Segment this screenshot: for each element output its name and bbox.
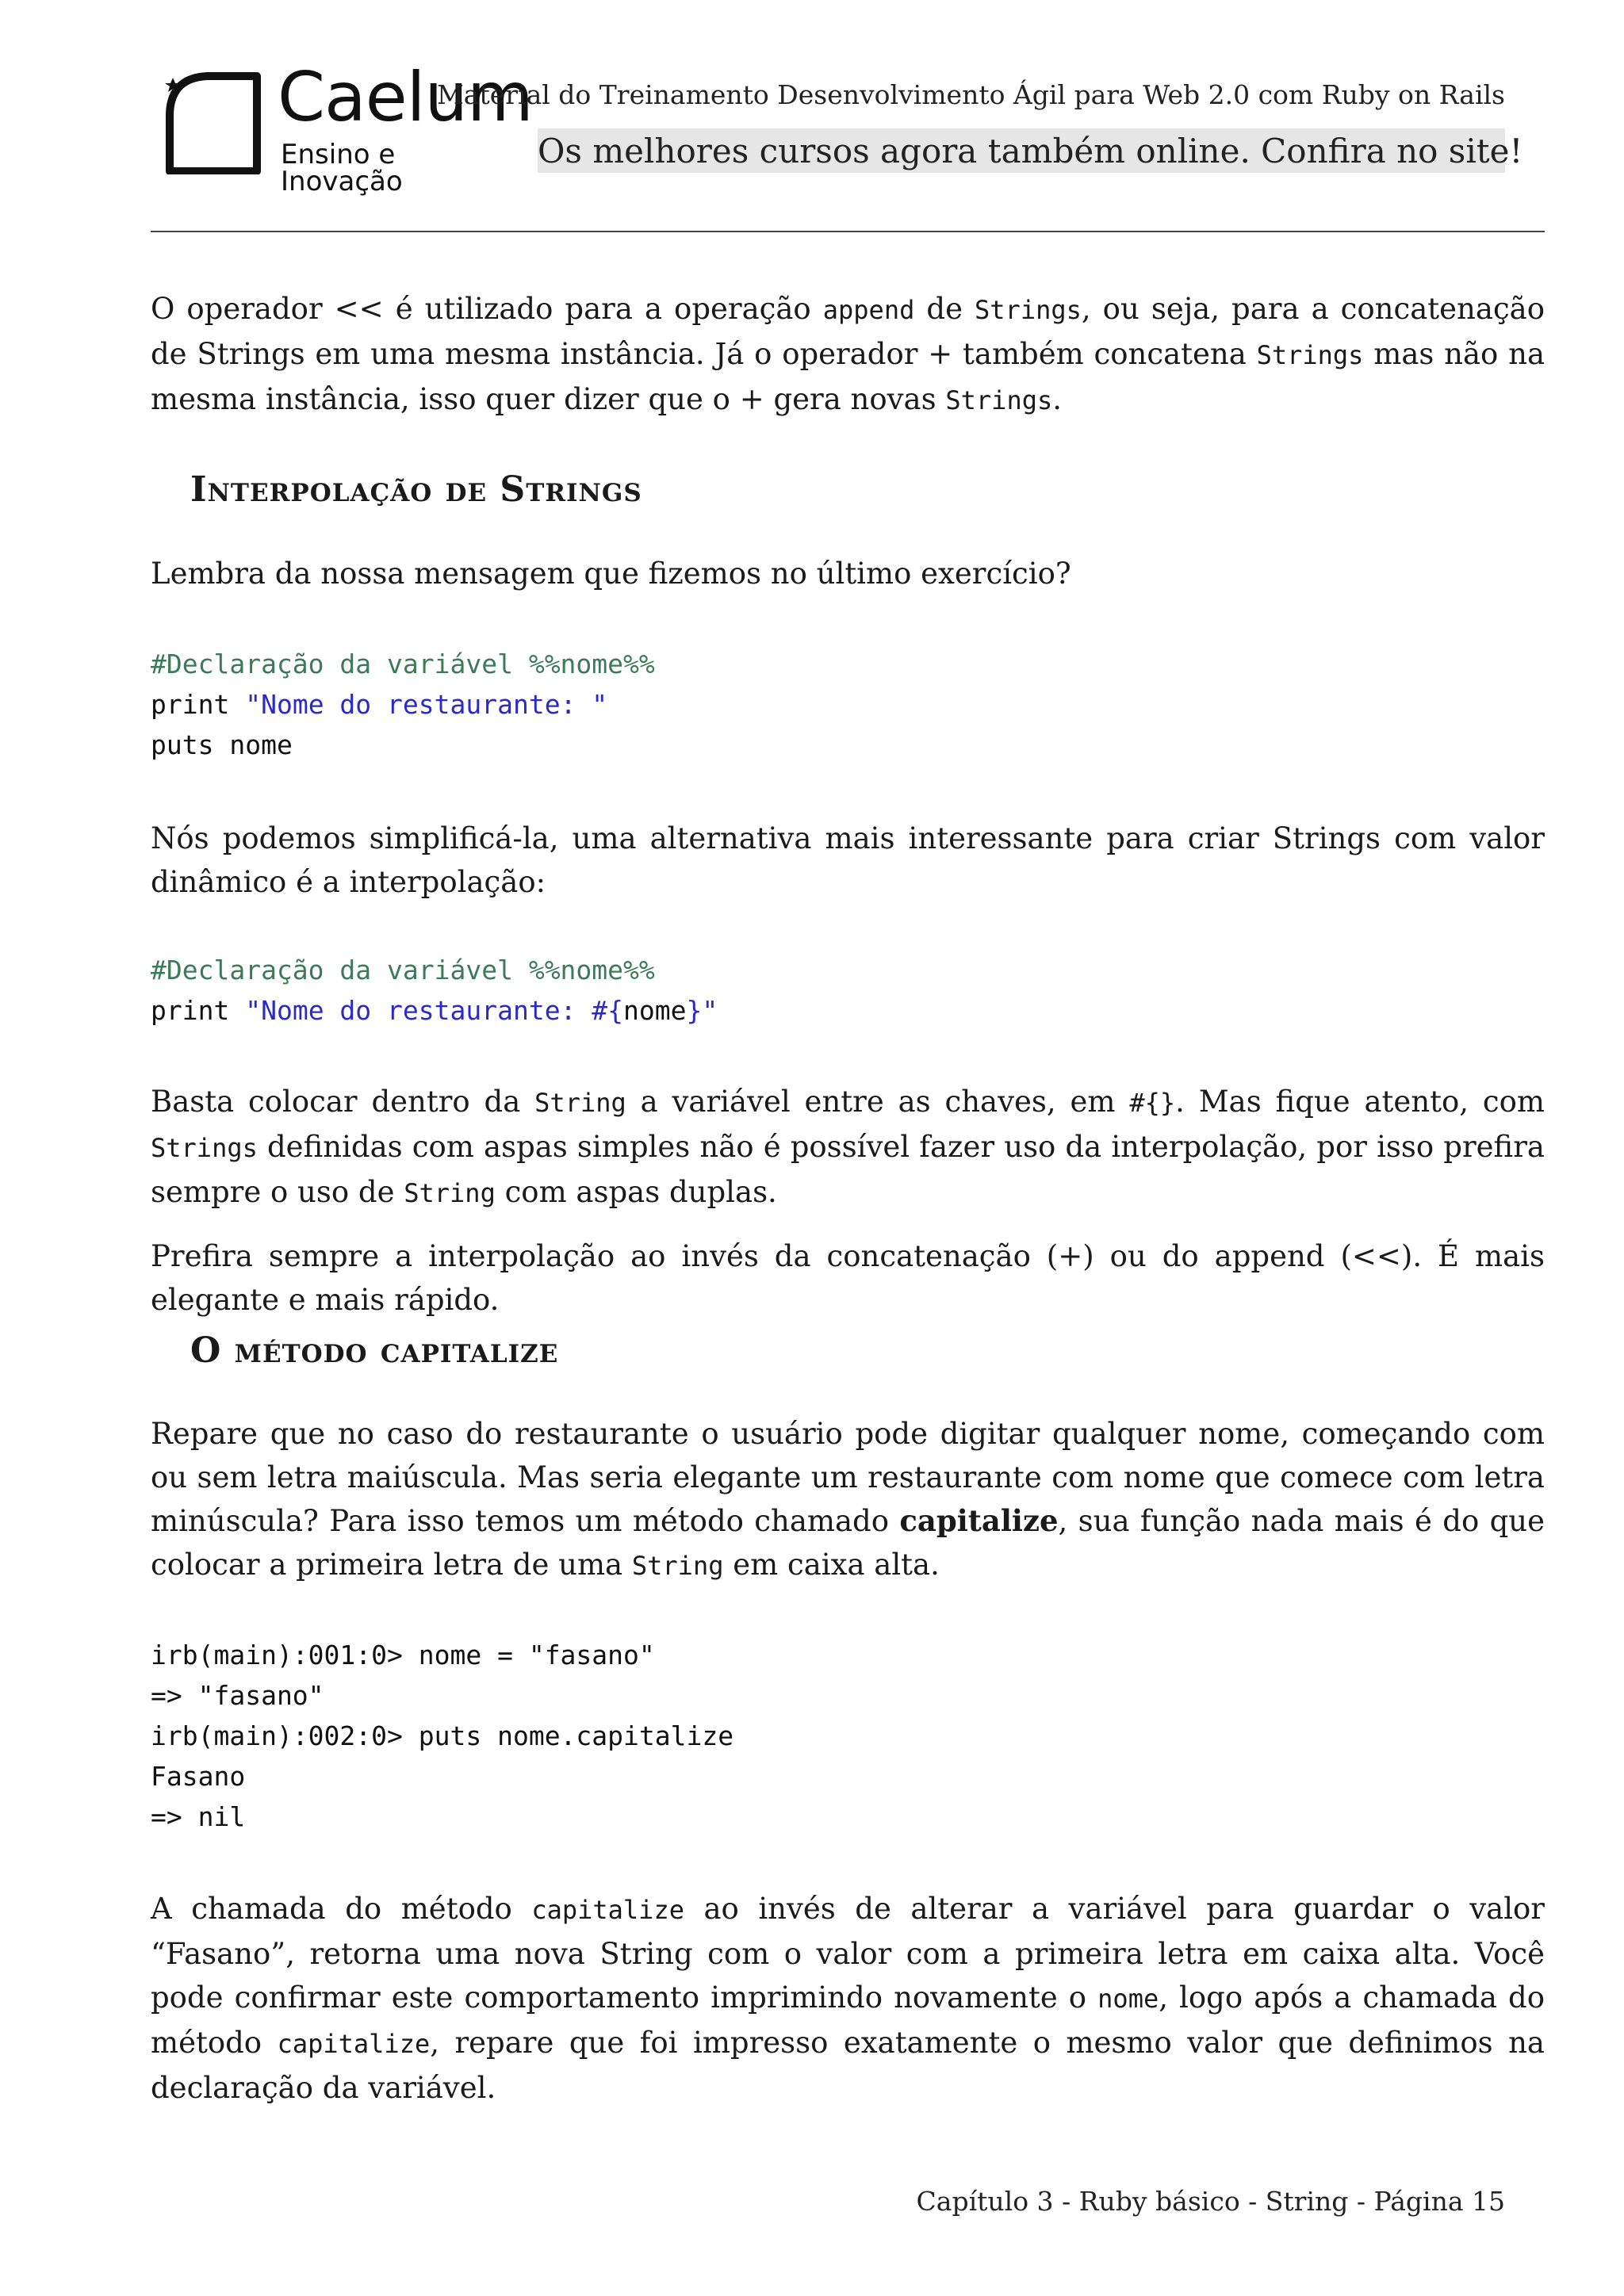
code-line: => "fasano" (151, 1680, 324, 1711)
code-line: Fasano (151, 1761, 246, 1792)
material-title: Material do Treinamento Desenvolvimento Ágil para Web 2.0 com Ruby on Rails (437, 79, 1505, 110)
code-block-print (151, 644, 655, 765)
document-page (151, 0, 1545, 2296)
code-line: => nil (151, 1801, 246, 1832)
header-divider (151, 231, 1545, 232)
code-line: irb(main):002:0> puts nome.capitalize (151, 1720, 734, 1751)
page-footer: Capítulo 3 - Ruby básico - String - Página 15 (916, 2186, 1505, 2217)
code-string-close: }" (686, 995, 718, 1026)
promo-banner (538, 128, 1523, 173)
chamada-paragraph: A chamada do método capitalize ao invés de alterar a variável para guardar o valor “Fasano”, retorna uma nova String com o valor com a primeira letra em caixa alta. Você pode confirmar este comportamento imprimindo novamente o nome, logo após a chamada do método capitalize, repare que foi impresso exatamente o mesmo valor que definimos na declaração da variável. (151, 1892, 1545, 2105)
code-line: irb(main):001:0> nome = "fasano" (151, 1640, 655, 1670)
simplify-paragraph: Nós podemos simplificá-la, uma alternativa mais interessante para criar Strings com valor dinâmico é a interpolação: (151, 821, 1545, 899)
intro-paragraph: O operador << é utilizado para a operação append de Strings, ou seja, para a concatenação de Strings em uma mesma instância. Já o operador + também concatena Strings mas não na mesma instância, isso quer dizer que o + gera novas Strings. (151, 292, 1545, 416)
code-string-open: "Nome do restaurante: #{ (245, 995, 624, 1026)
code-keyword: print (151, 689, 246, 720)
basta-paragraph: Basta colocar dentro da String a variável entre as chaves, em #{}. Mas fique atento, com Strings definidas com aspas simples não é possível fazer uso da interpolação, por isso prefira sempre o uso de String com aspas duplas. (151, 1085, 1545, 1209)
section-heading-interpolacao: Interpolação de Strings (190, 469, 642, 510)
code-block-irb (151, 1635, 733, 1837)
logo-wordmark: Caelum (278, 58, 533, 137)
repare-paragraph: Repare que no caso do restaurante o usuário pode digitar qualquer nome, começando com ou sem letra maiúscula. Mas seria elegante um restaurante com nome que comece com letra minúscula? Para isso temos um método chamado capitalize, sua função nada mais é do que colocar a primeira letra de uma String em caixa alta. (151, 1417, 1545, 1582)
code-comment: #Declaração da variável %%nome%% (151, 955, 655, 985)
code-variable: nome (623, 995, 687, 1026)
code-line: puts nome (151, 729, 293, 760)
caelum-logo-mark-icon (159, 70, 263, 174)
code-keyword: print (151, 995, 246, 1026)
code-string: "Nome do restaurante: " (245, 689, 608, 720)
code-block-interpolation (151, 950, 718, 1031)
prefira-paragraph: Prefira sempre a interpolação ao invés da concatenação (+) ou do append (<<). É mais elegante e mais rápido. (151, 1239, 1545, 1317)
code-comment: #Declaração da variável %%nome%% (151, 649, 655, 679)
logo-tagline: Ensino e Inovação (281, 139, 403, 197)
promo-banner-text: Os melhores cursos agora também online. Confira no site! (538, 132, 1523, 170)
question-paragraph: Lembra da nossa mensagem que fizemos no último exercício? (151, 557, 1071, 591)
section-heading-capitalize: O método capitalize (190, 1330, 559, 1371)
